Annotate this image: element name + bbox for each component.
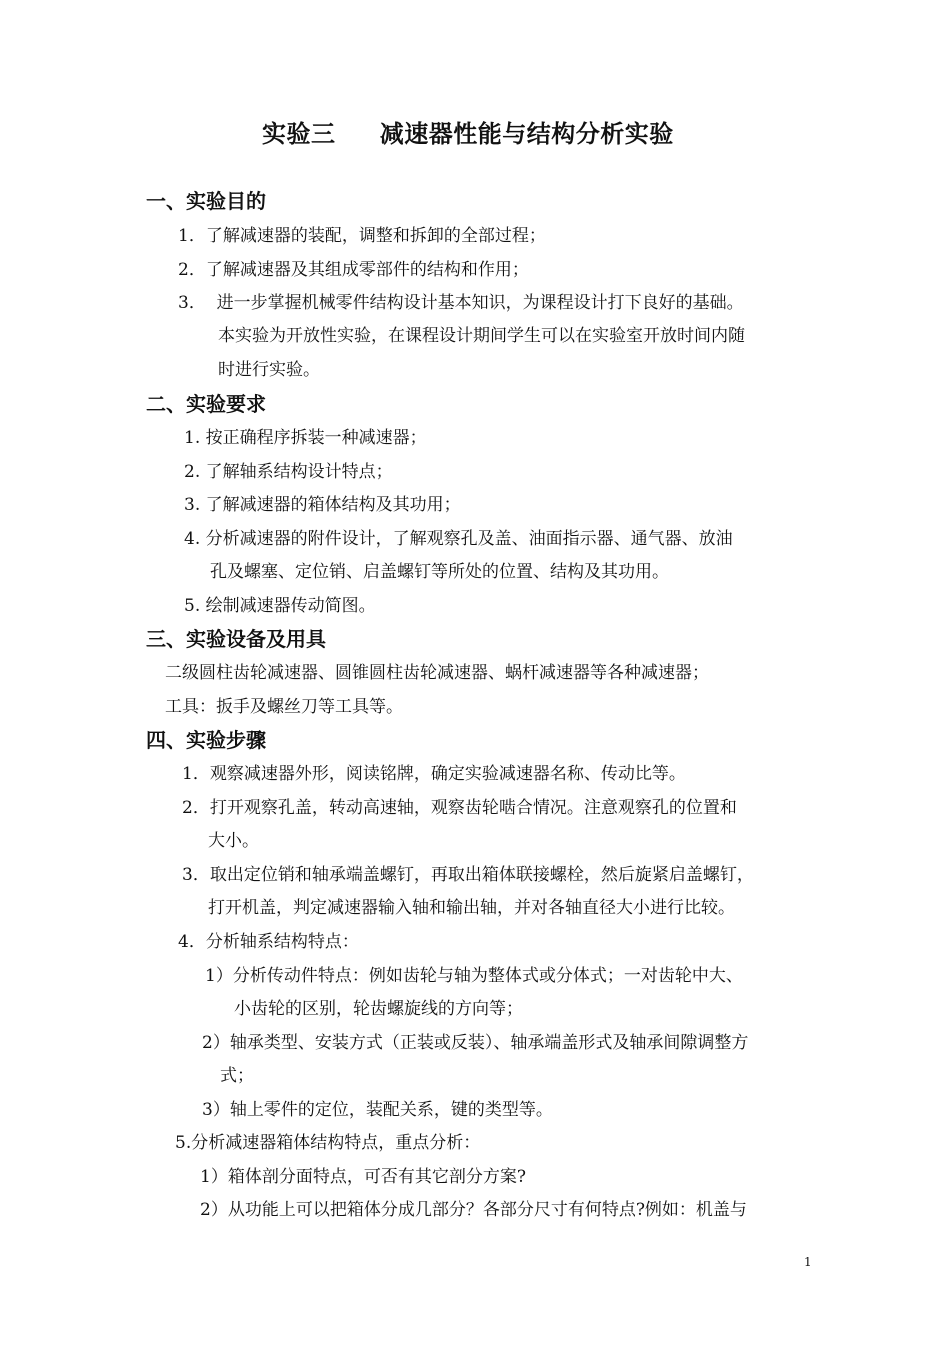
body-line: 时进行实验。 xyxy=(218,360,320,380)
section-heading-objectives: 一、实验目的 xyxy=(146,189,266,213)
section-heading-equipment: 三、实验设备及用具 xyxy=(146,627,326,651)
body-line: 1. 按正确程序拆装一种减速器； xyxy=(184,428,427,448)
body-line: 1．了解减速器的装配，调整和拆卸的全部过程； xyxy=(178,226,546,246)
body-line: 4．分析轴系结构特点： xyxy=(178,932,359,952)
body-line: 1）箱体剖分面特点，可否有其它剖分方案? xyxy=(200,1167,526,1187)
body-line: 1．观察减速器外形，阅读铭牌，确定实验减速器名称、传动比等。 xyxy=(182,764,686,784)
body-line: 4. 分析减速器的附件设计，了解观察孔及盖、油面指示器、通气器、放油 xyxy=(184,529,733,549)
body-line: 工具：扳手及螺丝刀等工具等。 xyxy=(165,697,403,717)
body-line: 1）分析传动件特点：例如齿轮与轴为整体式或分体式；一对齿轮中大、 xyxy=(205,966,743,986)
body-line: 2）轴承类型、安装方式（正装或反装）、轴承端盖形式及轴承间隙调整方 xyxy=(202,1033,749,1053)
body-line: 孔及螺塞、定位销、启盖螺钉等所处的位置、结构及其功用。 xyxy=(210,562,669,582)
body-line: 2）从功能上可以把箱体分成几部分？各部分尺寸有何特点?例如：机盖与 xyxy=(200,1200,747,1220)
body-line: 5. 绘制减速器传动简图。 xyxy=(184,596,376,616)
body-line: 2. 了解轴系结构设计特点； xyxy=(184,462,393,482)
body-line: 3）轴上零件的定位，装配关系，键的类型等。 xyxy=(202,1100,553,1120)
body-line: 小齿轮的区别，轮齿螺旋线的方向等； xyxy=(234,999,523,1019)
body-line: 大小。 xyxy=(208,831,259,851)
body-line: 3．取出定位销和轴承端盖螺钉，再取出箱体联接螺栓，然后旋紧启盖螺钉， xyxy=(182,865,754,885)
body-line: 本实验为开放性实验，在课程设计期间学生可以在实验室开放时间内随 xyxy=(218,326,745,346)
body-line: 3． 进一步掌握机械零件结构设计基本知识，为课程设计打下良好的基础。 xyxy=(178,293,744,313)
page-title: 实验三 减速器性能与结构分析实验 xyxy=(262,119,674,148)
section-heading-requirements: 二、实验要求 xyxy=(146,392,266,416)
body-line: 打开机盖，判定减速器输入轴和输出轴，并对各轴直径大小进行比较。 xyxy=(208,898,735,918)
body-line: 3. 了解减速器的箱体结构及其功用； xyxy=(184,495,461,515)
body-line: 2．了解减速器及其组成零部件的结构和作用； xyxy=(178,260,529,280)
body-line: 二级圆柱齿轮减速器、圆锥圆柱齿轮减速器、蜗杆减速器等各种减速器； xyxy=(165,663,709,683)
page-number: 1 xyxy=(804,1255,812,1269)
body-line: 式； xyxy=(220,1066,254,1086)
body-line: 2．打开观察孔盖，转动高速轴，观察齿轮啮合情况。注意观察孔的位置和 xyxy=(182,798,737,818)
body-line: 5.分析减速器箱体结构特点，重点分析： xyxy=(175,1133,481,1153)
section-heading-procedure: 四、实验步骤 xyxy=(146,728,266,752)
